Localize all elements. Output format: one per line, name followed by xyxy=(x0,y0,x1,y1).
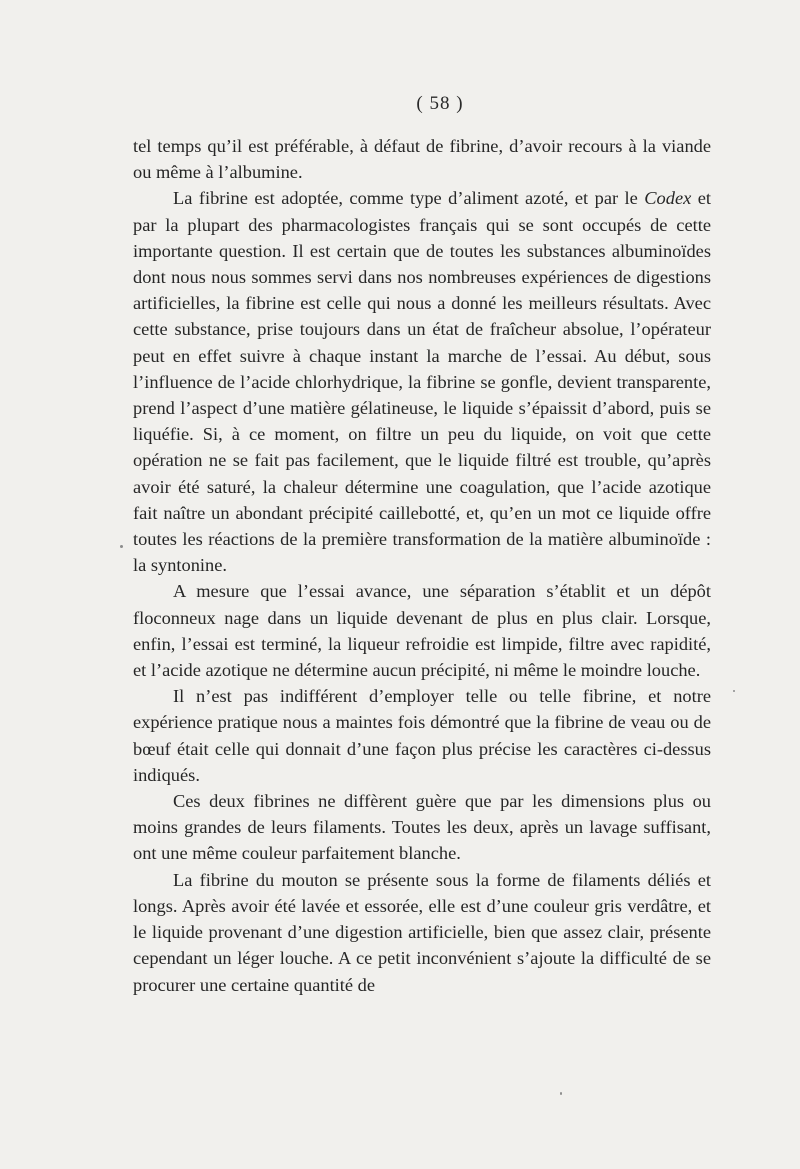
paragraph-1-text: tel temps qu’il est préférable, à défaut de fibrine, d’avoir recours à la viande ou même à l’albumine. xyxy=(133,136,711,183)
paragraph-3 xyxy=(133,578,711,683)
paragraph-3-text: A mesure que l’essai avance, une séparation s’établit et un dépôt floconneux nage dans un liquide devenant de plus en plus clair. Lorsque, enfin, l’essai est terminé, la liqueur refroidie est limpide, filtre avec rapidité, et l’acide azotique ne détermine aucun précipité, ni même le moindre louche. xyxy=(133,581,711,681)
paper-speck xyxy=(733,690,735,692)
paragraph-6 xyxy=(133,867,711,998)
paragraph-5 xyxy=(133,788,711,867)
codex-term: Codex xyxy=(644,188,692,209)
paragraph-2-text-a: La fibrine est adoptée, comme type d’aliment azoté, et par le xyxy=(173,188,645,209)
body-text xyxy=(133,133,711,998)
paragraph-4 xyxy=(133,683,711,788)
paragraph-6-text: La fibrine du mouton se présente sous la forme de filaments déliés et longs. Après avoir été lavée et essorée, elle est d’une couleur gris verdâtre, et le liquide provenant d’une digestion artificielle, bien que assez clair, présente cependant un léger louche. A ce petit inconvénient s’ajoute la difficulté de se procurer une certaine quantité de xyxy=(133,869,711,995)
paragraph-1 xyxy=(133,133,711,185)
paragraph-2 xyxy=(133,185,711,578)
paragraph-2-text-b: et par la plupart des pharmacologistes français qui se sont occupés de cette importante question. Il est certain que de toutes les substances albuminoïdes dont nous nous sommes servi dans nos nombreuses expériences de digestions artificielles, la fibrine est celle qui nous a donné les meilleurs résultats. Avec cette substance, prise toujours dans un état de fraîcheur absolue, l’opérateur peut en effet suivre à chaque instant la marche de l’essai. Au début, sous l’influence de l’acide chlorhydrique, la fibrine se gonfle, devient transparente, prend l’aspect d’une matière gélatineuse, le liquide s’épaissit d’abord, puis se liquéfie. Si, à ce moment, on filtre un peu du liquide, on voit que cette opération ne se fait pas facilement, que le liquide filtré est trouble, qu’après avoir été saturé, la chaleur détermine une coagulation, que l’acide azotique fait naître un abondant précipité caillebotté, et, qu’en un mot ce liquide offre toutes les réactions de la première transformation de la matière albuminoïde : la syntonine. xyxy=(133,188,711,576)
paragraph-5-text: Ces deux fibrines ne diffèrent guère que par les dimensions plus ou moins grandes de leurs filaments. Toutes les deux, après un lavage suffisant, ont une même couleur parfaitement blanche. xyxy=(133,791,711,864)
paper-speck xyxy=(120,545,123,548)
paragraph-4-text: Il n’est pas indifférent d’employer telle ou telle fibrine, et notre expérience pratique nous a maintes fois démontré que la fibrine de veau ou de bœuf était celle qui donnait d’une façon plus précise les caractères ci-dessus indiqués. xyxy=(133,686,711,785)
paper-speck xyxy=(560,1092,562,1095)
page-number: ( 58 ) xyxy=(416,93,464,114)
